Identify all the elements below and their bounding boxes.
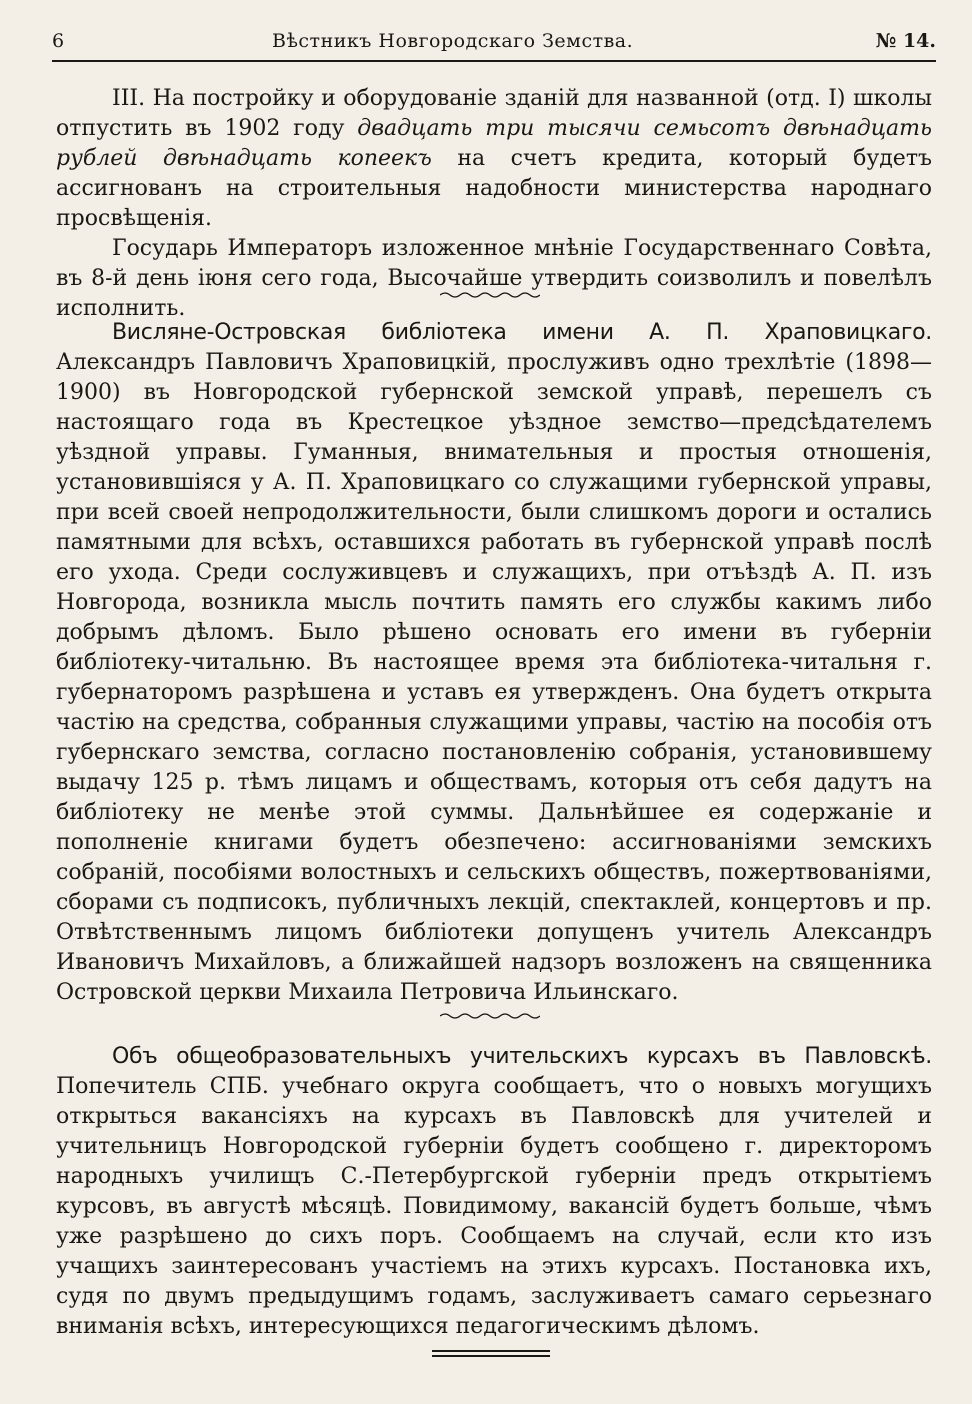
page-number: 6 <box>52 30 65 52</box>
library-paragraph <box>56 318 932 1008</box>
header-rule <box>52 60 936 62</box>
article-courses <box>56 1042 932 1342</box>
section-divider-ornament <box>440 1011 540 1021</box>
library-body: Александръ Павловичъ Храповицкій, прослуживъ одно трехлѣтіе (1898—1900) въ Новгородской губернской земской управѣ, перешелъ съ настоящаго года въ Крестецкое уѣздное земство—предсѣдателемъ уѣздной управы. Гуманныя, внимательныя и простыя отношенія, установившіяся у А. П. Храповицкаго со служащими губернской управы, при всей своей непродолжительности, были слишкомъ дороги и остались памятными для всѣхъ, оставшихся работать въ губернской управѣ послѣ его ухода. Среди сослуживцевъ и служащихъ, при отъѣздѣ А. П. изъ Новгорода, возникла мысль почтить память его службы какимъ либо добрымъ дѣломъ. Было рѣшено основать его имени въ губерніи библіотеку-читальню. Въ настоящее время эта библіотека-читальня г. губернаторомъ разрѣшена и уставъ ея утвержденъ. Она будетъ открыта частію на средства, собранныя служащими управы, частію на пособія отъ губернскаго земства, согласно постановленію собранія, установившему выдачу 125 р. тѣмъ лицамъ и обществамъ, которыя отъ себя дадутъ на библіотеку не менѣе этой суммы. Дальнѣйшее ея содержаніе и пополненіе книгами будетъ обезпечено: ассигнованіями земскихъ собраній, пособіями волостныхъ и сельскихъ обществъ, пожертвованіями, сборами съ подписокъ, публичныхъ лекцій, спектаклей, концертовъ и пр. Отвѣтственнымъ лицомъ библіотеки допущенъ учитель Александръ Ивановичъ Михайловъ, а ближайшей надзоръ возложенъ на священника Островской церкви Михаила Петровича Ильинскаго. <box>56 350 932 1005</box>
section-divider-ornament <box>440 290 540 300</box>
article-decree <box>56 84 932 324</box>
courses-heading: Объ общеобразовательныхъ учительскихъ курсахъ въ Павловскѣ. <box>112 1044 932 1069</box>
article-library <box>56 318 932 1008</box>
courses-body: Попечитель СПБ. учебнаго округа сообщаетъ, что о новыхъ могущихъ открыться вакансіяхъ на курсахъ въ Павловскѣ для учителей и учительницъ Новгородской губерніи будетъ сообщено г. директоромъ народныхъ училищъ С.-Петербургской губерніи предъ открытіемъ курсовъ, въ августѣ мѣсяцѣ. Повидимому, вакансій будетъ больше, чѣмъ уже разрѣшено до сихъ поръ. Сообщаемъ на случай, если кто изъ учащихъ заинтересованъ участіемъ на этихъ курсахъ. Постановка ихъ, судя по двумъ предыдущимъ годамъ, заслуживаетъ самаго серьезнаго вниманія всѣхъ, интересующихся педагогическимъ дѣломъ. <box>56 1074 932 1339</box>
decree-text-start: III. На постройку и оборудованіе зданій для названной (отд. I) школы отпустить въ 1902 году <box>56 86 932 141</box>
decree-paragraph <box>56 84 932 234</box>
issue-number: № 14. <box>875 30 936 52</box>
decree-amount-italic: двадцать три тысячи семьсотъ двѣнадцать рублей двѣнадцать копеекъ <box>56 116 933 171</box>
running-header <box>52 24 936 58</box>
journal-title: Вѣстникъ Новгородскаго Земства. <box>272 30 634 52</box>
decree-text-end: на счетъ кредита, который будетъ ассигнованъ на строительныя надобности министерства народнаго просвѣщенія. <box>56 146 932 231</box>
library-heading: Висляне-Островская библіотека имени А. П. Храповицкаго. <box>112 320 932 345</box>
end-double-rule <box>432 1350 550 1360</box>
approval-paragraph: Государь Императоръ изложенное мнѣніе Государственнаго Совѣта, въ 8-й день іюня сего года, Высочайше утвердить соизволилъ и повелѣлъ исполнить. <box>56 236 932 321</box>
courses-paragraph <box>56 1042 932 1342</box>
